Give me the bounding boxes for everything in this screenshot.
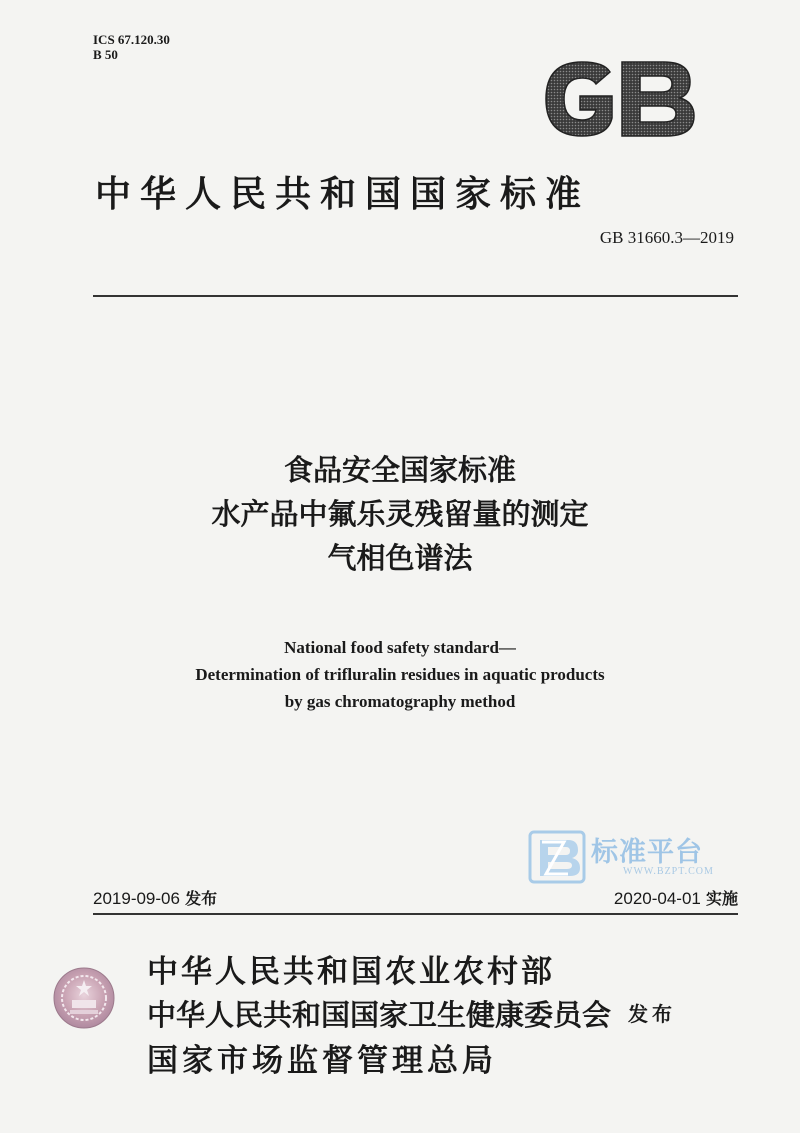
- issue-label: 发布: [185, 889, 218, 908]
- implementation-date-line: [614, 886, 738, 909]
- bzpt-watermark: [528, 826, 728, 888]
- gb-logo-g: [546, 62, 612, 136]
- chinese-title-line-2: 水产品中氟乐灵残留量的测定: [211, 497, 589, 531]
- watermark-brand: 标准平台: [591, 837, 703, 868]
- issuer-market-regulation: 国家市场监督管理总局: [147, 1043, 497, 1079]
- standard-number: GB 31660.3—2019: [599, 228, 734, 247]
- english-title: [0, 634, 800, 715]
- implementation-date: 2020-04-01: [613, 889, 701, 908]
- ccs-code: B 50: [93, 47, 118, 62]
- issuer-health-commission: 中华人民共和国国家卫生健康委员会: [147, 998, 612, 1032]
- chinese-title: [0, 448, 800, 580]
- classification-codes: [93, 32, 170, 62]
- national-emblem-icon: [52, 966, 116, 1030]
- gb-logo: [538, 58, 698, 140]
- publish-label: 发布: [628, 1002, 676, 1026]
- english-title-line-1: National food safety standard—: [284, 638, 516, 657]
- english-title-line-2: Determination of trifluralin residues in aquatic products: [195, 665, 605, 684]
- issue-date-line: [93, 886, 217, 909]
- issue-date: 2019-09-06: [93, 889, 180, 908]
- bzpt-logo-icon: [528, 830, 586, 884]
- ics-code: ICS 67.120.30: [93, 32, 170, 47]
- bottom-divider: [93, 913, 738, 915]
- chinese-title-line-1: 食品安全国家标准: [283, 453, 516, 487]
- top-divider: [93, 295, 738, 297]
- chinese-title-line-3: 气相色谱法: [327, 541, 473, 575]
- gb-logo-b: [622, 62, 694, 136]
- watermark-url: WWW.BZPT.COM: [623, 866, 714, 877]
- issuer-ministry-agriculture: 中华人民共和国农业农村部: [147, 954, 555, 990]
- english-title-line-3: by gas chromatography method: [284, 692, 516, 711]
- national-standard-heading: 中华人民共和国国家标准: [95, 174, 591, 215]
- implementation-label: 实施: [705, 889, 738, 908]
